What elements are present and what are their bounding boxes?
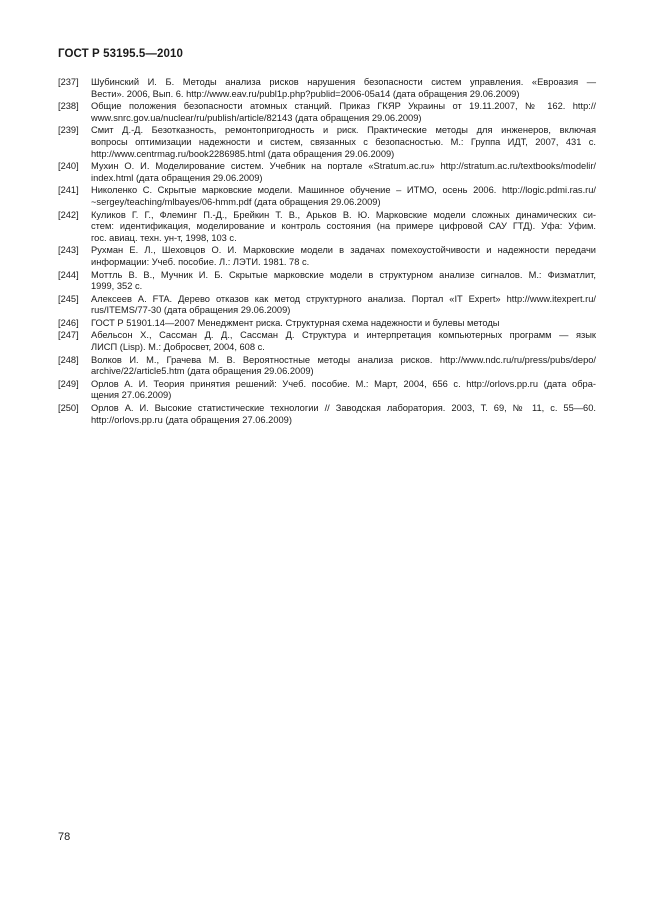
reference-entry — [58, 77, 596, 100]
reference-line: Абельсон Х., Сассман Д. Д., Сассман Д. Структура и интерпретация компьютерных программ — язык — [91, 330, 596, 341]
reference-entry — [58, 101, 596, 124]
reference-line: ЛИСП (Lisp). М.: Добросвет, 2004, 608 с. — [91, 342, 265, 353]
reference-line: информации: Учеб. пособие. Л.: ЛЭТИ. 1981. 78 с. — [91, 256, 310, 267]
reference-line: index.html (дата обращения 29.06.2009) — [91, 172, 263, 183]
reference-number: [242] — [58, 209, 79, 220]
reference-number: [248] — [58, 354, 79, 365]
reference-line: вопросы оптимизации надежности и систем, связанных с безопасностью. М.: Группа ИДТ, 2007, 431 с. — [91, 136, 596, 147]
reference-text — [91, 245, 596, 268]
reference-line: Алексеев А. FTA. Дерево отказов как метод структурного анализа. Портал «IT Expert» http://www.itexpert.ru/ — [91, 293, 596, 304]
page-number: 78 — [58, 831, 71, 843]
reference-text — [91, 185, 596, 208]
reference-line: Моттль В. В., Мучник И. Б. Скрытые марковские модели в структурном анализе сигналов. М.: Физматлит, — [91, 269, 596, 280]
reference-entry — [58, 125, 596, 160]
reference-number: [246] — [58, 317, 79, 328]
reference-entry — [58, 185, 596, 208]
reference-entry — [58, 379, 596, 402]
reference-list — [58, 77, 596, 427]
reference-line: Куликов Г. Г., Флеминг П.-Д., Брейкин Т. В., Арьков В. Ю. Марковские модели сложных динамических си- — [91, 209, 596, 220]
reference-text — [91, 355, 596, 378]
reference-line: archive/22/article5.htm (дата обращения 29.06.2009) — [91, 366, 314, 377]
reference-number: [250] — [58, 403, 79, 414]
reference-entry — [58, 294, 596, 317]
reference-entry — [58, 318, 596, 330]
reference-line: 1999, 352 с. — [91, 281, 143, 292]
reference-entry — [58, 403, 596, 426]
reference-number: [240] — [58, 161, 79, 172]
reference-entry — [58, 245, 596, 268]
reference-number: [237] — [58, 77, 79, 87]
reference-number: [249] — [58, 378, 79, 389]
reference-text — [91, 294, 596, 317]
reference-entry — [58, 161, 596, 184]
reference-text — [91, 77, 596, 100]
reference-line: щения 27.06.2009) — [91, 390, 172, 401]
reference-entry — [58, 270, 596, 293]
reference-number: [247] — [58, 330, 79, 341]
reference-text — [91, 161, 596, 184]
reference-line: rus/ITEMS/77-30 (дата обращения 29.06.2009) — [91, 305, 291, 316]
reference-line: Мухин О. И. Моделирование систем. Учебник на портале «Stratum.ac.ru» http://stratum.ac.ru/textbooks/modelir/ — [91, 161, 596, 172]
reference-line: ~sergey/teaching/mlbayes/06-hmm.pdf (дата обращения 29.06.2009) — [91, 196, 381, 207]
reference-number: [241] — [58, 185, 79, 196]
reference-text — [91, 125, 596, 160]
reference-line: стем: идентификация, моделирование и контроль состояния (на примере цифровой САУ ГТД). Уфа: Уфим. — [91, 221, 596, 232]
reference-entry — [58, 355, 596, 378]
reference-number: [244] — [58, 269, 79, 280]
reference-number: [245] — [58, 293, 79, 304]
reference-text — [91, 318, 596, 330]
reference-text — [91, 270, 596, 293]
reference-line: Николенко С. Скрытые марковские модели. Машинное обучение – ИТМО, осень 2006. http://logic.pdmi.ras.ru/ — [91, 185, 596, 196]
reference-line: http://orlovs.pp.ru (дата обращения 27.06.2009) — [91, 414, 292, 425]
reference-line: гос. авиац. техн. ун-т, 1998, 103 с. — [91, 232, 237, 243]
reference-line: ГОСТ Р 51901.14—2007 Менеджмент риска. Структурная схема надежности и булевы методы — [91, 317, 500, 328]
reference-line: http://www.centrmag.ru/book2286985.html (дата обращения 29.06.2009) — [91, 148, 395, 159]
document-header: ГОСТ Р 53195.5—2010 — [58, 48, 183, 60]
reference-line: Общие положения безопасности атомных станций. Приказ ГКЯР Украины от 19.11.2007, № 162. http:// — [91, 101, 596, 112]
reference-text — [91, 403, 596, 426]
reference-line: Орлов А. И. Высокие статистические технологии // Заводская лаборатория. 2003, Т. 69, № 11, с. 55—60. — [91, 403, 596, 414]
reference-line: Волков И. М., Грачева М. В. Вероятностные методы анализа рисков. http://www.ndc.ru/ru/press/pubs/depo/ — [91, 354, 596, 365]
reference-number: [243] — [58, 245, 79, 256]
reference-text — [91, 379, 596, 402]
reference-line: www.snrc.gov.ua/nuclear/ru/publish/article/82143 (дата обращения 29.06.2009) — [91, 112, 422, 123]
reference-number: [238] — [58, 101, 79, 112]
reference-entry — [58, 210, 596, 245]
reference-line: Вести». 2006, Вып. 6. http://www.eav.ru/publ1p.php?publid=2006-05a14 (дата обращения 29.06.2009) — [91, 88, 520, 99]
reference-line: Смит Д.-Д. Безотказность, ремонтопригодность и риск. Практические методы для инженеров, включая — [91, 125, 596, 136]
reference-line: Шубинский И. Б. Методы анализа рисков нарушения безопасности систем управления. «Евроазия — — [91, 77, 596, 87]
reference-line: Орлов А. И. Теория принятия решений: Учеб. пособие. М.: Март, 2004, 656 с. http://orlovs.pp.ru (дата обра- — [91, 378, 596, 389]
reference-text — [91, 210, 596, 245]
reference-line: Рухман Е. Л., Шеховцов О. И. Марковские модели в задачах помехоустойчивости и надежности передачи — [91, 245, 596, 256]
reference-text — [91, 330, 596, 353]
reference-entry — [58, 330, 596, 353]
reference-text — [91, 101, 596, 124]
reference-number: [239] — [58, 125, 79, 136]
